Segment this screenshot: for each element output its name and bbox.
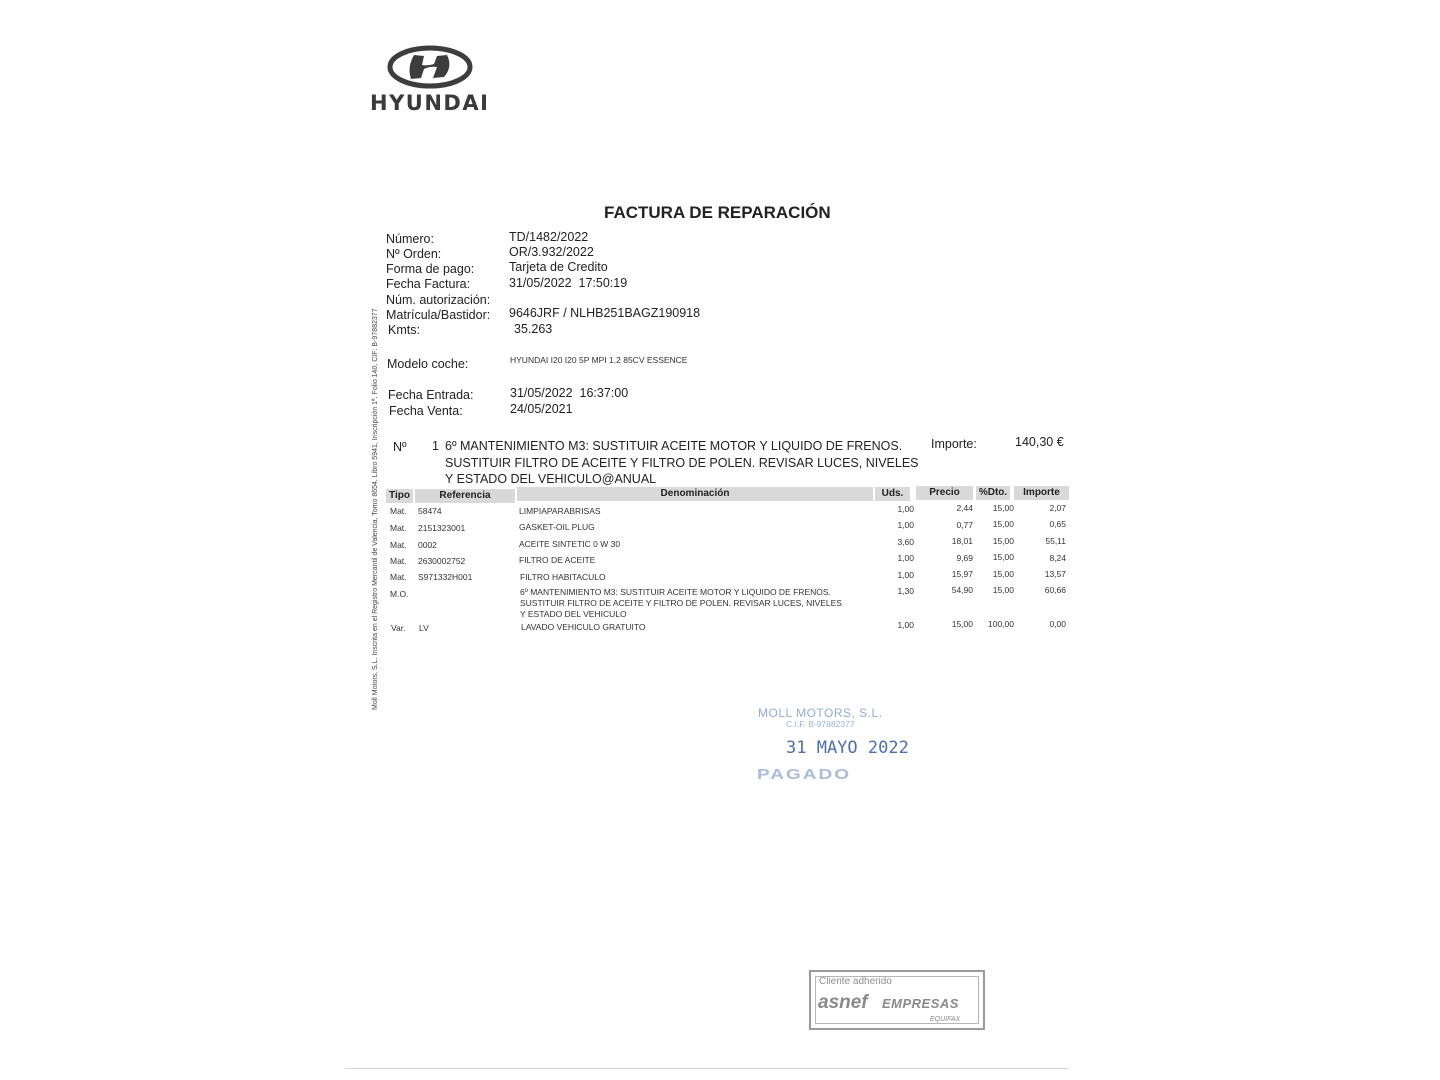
- cell-tipo: Mat.: [390, 556, 407, 566]
- importe-value: 140,30 €: [1015, 435, 1064, 449]
- matricula-label: Matrícula/Bastidor:: [386, 308, 491, 322]
- fecha-factura-value: 31/05/2022 17:50:19: [509, 276, 628, 290]
- fecha-entrada-label: Fecha Entrada:: [388, 388, 474, 402]
- kmts-label: Kmts:: [388, 323, 420, 337]
- col-header-denominacion: Denominación: [517, 487, 873, 501]
- stamp-date: 31 MAYO 2022: [786, 738, 909, 758]
- asnef-cliente-text: Cliente adherido: [819, 976, 892, 987]
- document-title: FACTURA DE REPARACIÓN: [604, 203, 831, 222]
- col-header-importe: Importe: [1014, 486, 1069, 500]
- cell-dto: 15,00: [992, 569, 1014, 579]
- cell-importe: 13,57: [1044, 569, 1066, 579]
- importe-label: Importe:: [931, 437, 977, 451]
- cell-uds: 3,60: [897, 537, 914, 547]
- cell-tipo: Mat.: [390, 506, 407, 516]
- stamp-cif: C.I.F. B-97882377: [786, 719, 855, 729]
- cell-referencia: LV: [419, 623, 429, 633]
- modelo-value: HYUNDAI I20 I20 5P MPI 1.2 85CV ESSENCE: [510, 355, 688, 365]
- cell-uds: 1,00: [897, 570, 914, 580]
- hyundai-logo: [370, 45, 495, 115]
- line-description-line: 6º MANTENIMIENTO M3: SUSTITUIR ACEITE MOTOR Y LIQUIDO DE FRENOS.: [445, 439, 903, 453]
- cell-importe: 55,11: [1045, 536, 1066, 546]
- cell-importe: 0,00: [1049, 619, 1066, 629]
- asnef-equifax: EQUIFAX: [930, 1016, 961, 1023]
- cell-denominacion: FILTRO HABITACULO: [520, 572, 606, 582]
- cell-uds: 1,00: [897, 520, 914, 530]
- cell-tipo: Var.: [391, 623, 406, 633]
- cell-precio: 18,01: [951, 536, 973, 546]
- cell-dto: 15,00: [992, 536, 1014, 546]
- matricula-value: 9646JRF / NLHB251BAGZ190918: [509, 306, 701, 320]
- asnef-brand: asnef: [818, 992, 868, 1013]
- hyundai-emblem-icon: [387, 45, 473, 89]
- cell-precio: 9,69: [956, 553, 973, 563]
- asnef-subtitle: EMPRESAS: [882, 996, 959, 1011]
- cell-denominacion-line: 6º MANTENIMIENTO M3: SUSTITUIR ACEITE MOTOR Y LIQUIDO DE FRENOS.: [520, 587, 831, 597]
- cell-referencia: 2630002752: [418, 556, 466, 566]
- cell-denominacion-line: Y ESTADO DEL VEHICULO: [520, 609, 627, 619]
- col-header-tipo: Tipo: [386, 489, 413, 503]
- cell-dto: 15,00: [992, 552, 1014, 562]
- cell-denominacion: ACEITE SINTETIC 0 W 30: [519, 539, 621, 549]
- fecha-venta-label: Fecha Venta:: [389, 404, 463, 418]
- cell-importe: 0,65: [1049, 519, 1066, 529]
- cell-dto: 15,00: [992, 585, 1014, 595]
- stamp-status: PAGADO: [757, 766, 851, 783]
- logo-wordmark: HYUNDAI: [370, 91, 490, 115]
- line-description-line: SUSTITUIR FILTRO DE ACEITE Y FILTRO DE POLEN. REVISAR LUCES, NIVELES: [445, 455, 919, 470]
- cell-dto: 15,00: [992, 503, 1014, 513]
- kmts-value: 35.263: [514, 322, 553, 336]
- cell-importe: 2,07: [1049, 503, 1066, 513]
- cell-precio: 54,90: [951, 585, 973, 595]
- cell-denominacion: LIMPIAPARABRISAS: [519, 506, 601, 516]
- cell-denominacion-line: SUSTITUIR FILTRO DE ACEITE Y FILTRO DE POLEN. REVISAR LUCES, NIVELES: [520, 598, 842, 608]
- cell-uds: 1,00: [897, 504, 914, 514]
- cell-dto: 15,00: [992, 519, 1014, 529]
- cell-precio: 2,44: [956, 503, 973, 513]
- cell-uds: 1,00: [897, 553, 914, 563]
- autorizacion-label: Núm. autorización:: [386, 293, 491, 307]
- forma-pago-value: Tarjeta de Credito: [509, 260, 608, 274]
- cell-tipo: Mat.: [390, 572, 407, 582]
- cell-denominacion: [520, 587, 842, 620]
- fecha-factura-label: Fecha Factura:: [386, 277, 471, 291]
- cell-tipo: M.O.: [390, 589, 409, 599]
- cell-dto: 100,00: [988, 619, 1014, 629]
- cell-precio: 15,97: [951, 569, 973, 579]
- line-no-label: Nº: [393, 440, 407, 454]
- line-number: 1: [432, 439, 439, 453]
- forma-pago-label: Forma de pago:: [386, 262, 475, 276]
- line-description-line: Y ESTADO DEL VEHICULO@ANUAL: [445, 472, 657, 486]
- orden-value: OR/3.932/2022: [509, 245, 594, 259]
- registry-info: Moll Motors, S.L. Inscrita en el Registro Mercantil de Valencia, Tomo 8654, Libro 5941, Inscripción 1ª, Folio 140, CIF: B-97882377: [372, 308, 379, 710]
- cell-importe: 60,66: [1044, 585, 1066, 595]
- fecha-entrada-value: 31/05/2022 16:37:00: [510, 386, 629, 400]
- cell-denominacion: GASKET-OIL PLUG: [519, 522, 595, 532]
- col-header-referencia: Referencia: [415, 489, 515, 503]
- col-header-precio: Precio: [916, 486, 973, 500]
- col-header-dto: %Dto.: [976, 486, 1010, 500]
- footer-divider: [345, 1068, 1069, 1069]
- cell-referencia: 2151323001: [418, 523, 466, 533]
- cell-tipo: Mat.: [390, 540, 407, 550]
- cell-referencia: 0002: [418, 540, 437, 550]
- numero-label: Número:: [386, 232, 434, 246]
- cell-uds: 1,30: [897, 586, 914, 596]
- orden-label: Nº Orden:: [386, 247, 442, 261]
- cell-precio: 15,00: [951, 619, 973, 629]
- cell-precio: 0,77: [956, 520, 973, 530]
- modelo-label: Modelo coche:: [387, 357, 469, 371]
- line-description: [445, 438, 928, 488]
- col-header-uds: Uds.: [875, 487, 910, 501]
- cell-importe: 8,24: [1049, 553, 1066, 563]
- cell-uds: 1,00: [897, 620, 914, 630]
- fecha-venta-value: 24/05/2021: [510, 402, 573, 416]
- cell-referencia: S971332H001: [418, 572, 473, 582]
- cell-denominacion: FILTRO DE ACEITE: [519, 555, 596, 565]
- stamp-company: MOLL MOTORS, S.L.: [758, 706, 883, 720]
- cell-denominacion: LAVADO VEHICULO GRATUITO: [521, 622, 646, 632]
- numero-value: TD/1482/2022: [509, 230, 589, 244]
- cell-tipo: Mat.: [390, 523, 407, 533]
- cell-referencia: 58474: [418, 506, 442, 516]
